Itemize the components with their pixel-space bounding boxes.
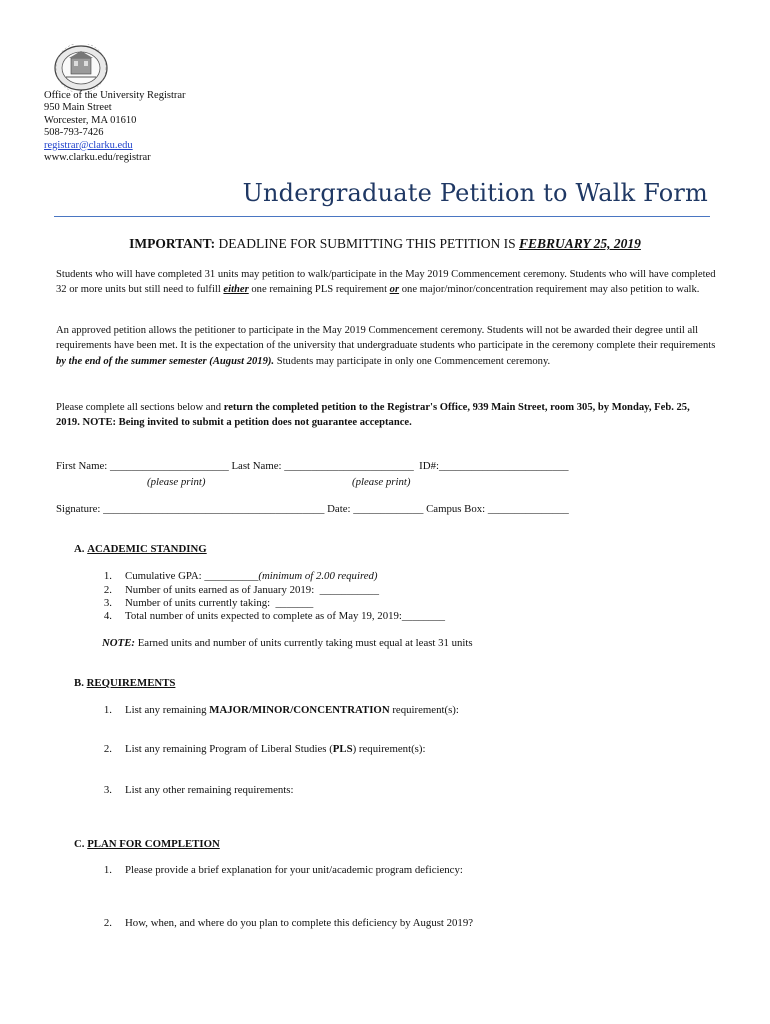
gpa-hint: (minimum of 2.00 required) — [258, 570, 378, 582]
list-item-number: 3. — [103, 597, 112, 609]
note-text: Earned units and number of units currently taking must equal at least 31 units — [135, 637, 473, 649]
section-c-letter: C. — [74, 838, 85, 850]
intro-p2-text-c: Students may participate in only one Commencement ceremony. — [274, 355, 551, 367]
units-expected-field[interactable]: Total number of units expected to complete as of May 19, 2019:________ — [125, 610, 446, 622]
list-item-number: 4. — [103, 610, 112, 622]
other-requirements-prompt: List any other remaining requirements: — [125, 784, 294, 796]
title-divider — [54, 216, 710, 217]
deadline-date: FEBRUARY 25, 2019 — [519, 236, 641, 251]
phone-number: 508-793-7426 — [44, 127, 104, 139]
section-b-letter: B. — [74, 677, 84, 689]
prompt-text-end: requirement(s): — [389, 704, 459, 716]
major-requirements-prompt — [125, 704, 459, 716]
first-name-hint: (please print) — [147, 476, 206, 488]
intro-p1-text-c: one major/minor/concentration requirement may also petition to walk. — [399, 284, 700, 296]
section-c-heading — [74, 838, 220, 850]
intro-p3-text: Please complete all sections below and — [56, 402, 224, 413]
prompt-text: List any remaining — [125, 704, 210, 716]
intro-paragraph-3 — [56, 400, 716, 431]
gpa-label: Cumulative GPA: __________ — [125, 570, 259, 582]
list-item-number: 1. — [103, 864, 112, 876]
section-b-title: REQUIREMENTS — [86, 677, 176, 689]
important-label: IMPORTANT: — [129, 236, 216, 251]
signature-date-fields[interactable]: Signature: _________________________________________ Date: _____________ Campus Box: _______________ — [56, 503, 569, 515]
summer-deadline-emphasis: by the end of the summer semester (August 2019). — [56, 355, 275, 367]
city-state-zip: Worcester, MA 01610 — [44, 114, 137, 126]
deadline-text: DEADLINE FOR SUBMITTING THIS PETITION IS — [215, 236, 519, 251]
intro-paragraph-2 — [56, 323, 716, 369]
pls-requirements-prompt — [125, 743, 425, 755]
section-a-title: ACADEMIC STANDING — [87, 543, 207, 555]
form-title: Undergraduate Petition to Walk Form — [242, 179, 708, 207]
intro-p2-text: An approved petition allows the petitioner to participate in the May 2019 Commencement ceremony. Students will not be awarded their degree until all requirements have been met. It is the expectation of the university that undergraduate students who participate in the ceremony complete their requirements — [56, 325, 716, 352]
intro-p1-text-b: one remaining PLS requirement — [248, 284, 390, 296]
deficiency-explanation-prompt: Please provide a brief explanation for your unit/academic program deficiency: — [125, 864, 463, 876]
street-address: 950 Main Street — [44, 102, 112, 114]
return-instructions: return the completed petition to the Registrar's Office, 939 Main Street, room 305, by Monday, Feb. 25, 2019. NOTE: Being invited to submit a petition does not guarantee acceptance. — [56, 402, 690, 429]
section-b-heading — [74, 677, 175, 689]
or-emphasis: or — [389, 284, 400, 296]
section-c-title: PLAN FOR COMPLETION — [87, 838, 220, 850]
section-a-heading — [74, 543, 207, 555]
gpa-field[interactable] — [125, 570, 378, 582]
university-seal-icon — [52, 44, 110, 92]
email-link[interactable]: registrar@clarku.edu — [44, 139, 133, 151]
either-emphasis: either — [223, 284, 249, 296]
section-a-note — [102, 637, 473, 649]
list-item-number: 3. — [103, 784, 112, 796]
prompt-text: List any remaining Program of Liberal Studies ( — [125, 743, 333, 755]
deadline-notice — [0, 236, 770, 252]
units-earned-field[interactable]: Number of units earned as of January 2019: ___________ — [125, 584, 379, 596]
prompt-emphasis: PLS — [332, 743, 353, 755]
name-id-fields[interactable]: First Name: ______________________ Last Name: ________________________ ID#:________________________ — [56, 460, 569, 472]
section-a-letter: A. — [74, 543, 85, 555]
list-item-number: 2. — [103, 917, 112, 929]
registrar-address — [44, 90, 186, 164]
list-item-number: 2. — [103, 743, 112, 755]
list-item-number: 1. — [103, 570, 112, 582]
prompt-emphasis: MAJOR/MINOR/CONCENTRATION — [209, 704, 390, 716]
note-label: NOTE: — [102, 637, 135, 649]
intro-paragraph-1 — [56, 267, 716, 298]
office-name: Office of the University Registrar — [44, 90, 186, 101]
units-taking-field[interactable]: Number of units currently taking: _______ — [125, 597, 314, 609]
completion-plan-prompt: How, when, and where do you plan to complete this deficiency by August 2019? — [125, 917, 474, 929]
prompt-text-end: ) requirement(s): — [352, 743, 426, 755]
list-item-number: 2. — [103, 584, 112, 596]
intro-p1-text: Students who will have completed 31 units may petition to walk/participate in the May 2019 Commencement ceremony. Students who will have completed 32 or more units but still need to fulfill — [56, 269, 716, 296]
last-name-hint: (please print) — [352, 476, 411, 488]
list-item-number: 1. — [103, 704, 112, 716]
website-url: www.clarku.edu/registrar — [44, 152, 151, 164]
